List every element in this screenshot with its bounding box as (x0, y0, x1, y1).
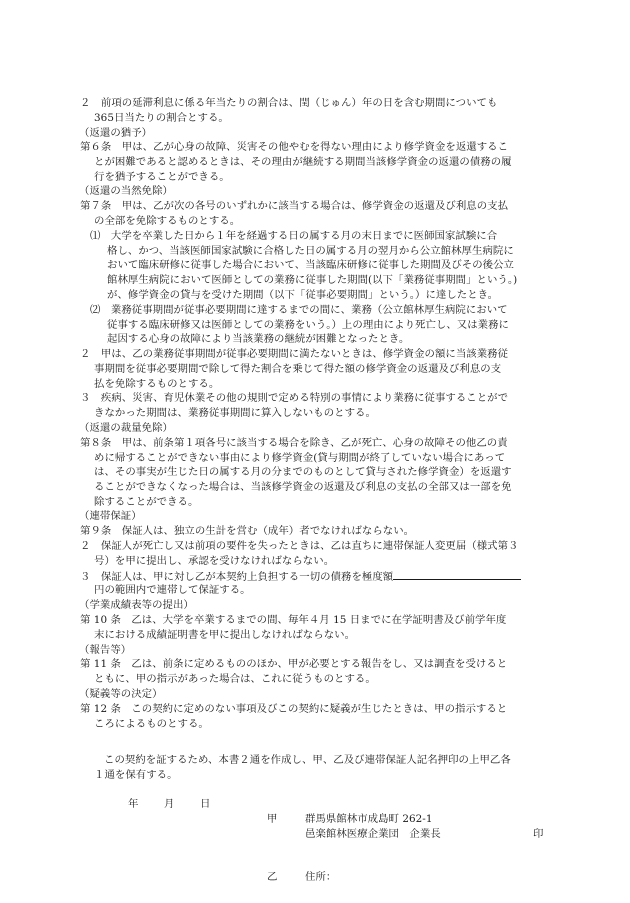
text-line: ２ 前項の延滞利息に係る年当たりの割合は、閏（じゅん）年の日を含む期間についても (80, 97, 498, 109)
section-heading: （返還の猶予） (79, 127, 153, 139)
item-1: ⑴ 大学を卒業した日から１年を経過する日の属する月の末日までに医師国家試験に合 (90, 230, 498, 242)
text-line: 格し、かつ、当該医師国家試験に合格した日の属する月の翌月から公立館林厚生病院に (107, 245, 514, 257)
date-day-label: 日 (200, 798, 211, 810)
text-line: １通を保有する。 (94, 769, 178, 781)
text-line: 事期間を従事必要期間で除して得た割合を乗じて得た額の修学資金の返還及び利息の支 (94, 363, 502, 375)
item-2: ⑵ 業務従事期間が従事必要期間に達するまでの間に、業務（公立館林厚生病院において (90, 304, 508, 316)
maximum-amount-blank (393, 569, 521, 580)
text-line: 館林厚生病院において医師としての業務に従事した期間(以下「業務従事期間」という。) (107, 274, 518, 286)
article-9: 第９条 保証人は、独立の生計を営む（成年）者でなければならない。 (80, 525, 415, 537)
text-line: ころによるものとする。 (94, 718, 209, 730)
text-line: 除することができる。 (94, 496, 199, 508)
text-line: 円の範囲内で連帯して保証する。 (94, 584, 251, 596)
text-line: とが困難であると認めるときは、その理由が継続する期間当該修学資金の返還の債務の履 (94, 156, 512, 168)
text-line: の全部を免除するものとする。 (94, 215, 241, 227)
text-line: 号）を甲に提出し、承認を受けなければならない。 (94, 555, 335, 567)
party-a-mark: 甲 (267, 813, 278, 825)
article-8: 第８条 甲は、前条第１項各号に該当する場合を除き、乙が死亡、心身の故障その他乙の責 (80, 437, 508, 449)
text-line: 365日当たりの割合とする。 (94, 112, 229, 124)
section-heading: （連帯保証） (79, 510, 142, 522)
article-10: 第 10 条 乙は、大学を卒業するまでの間、毎年４月 15 日までに在学証明書及び前学年度 (80, 614, 507, 626)
paragraph-3: ３ 疾病、災害、育児休業その他の規則で定める特別の事情により業務に従事することがで (80, 392, 509, 404)
text-line: 行を猶予することができる。 (94, 171, 230, 183)
text-line: きなかった期間は、業務従事期間に算入しないものとする。 (94, 407, 376, 419)
party-b-address-label: 住所： (305, 871, 337, 883)
section-heading: （学業成績表等の提出） (79, 599, 194, 611)
text-line: 起因する心身の故障により当該業務の継続が困難となったとき。 (107, 333, 410, 345)
paragraph-2: ２ 保証人が死亡し又は前項の要件を失ったときは、乙は直ちに連帯保証人変更届（様式第３ (80, 540, 519, 552)
section-heading: （返還の当然免除） (79, 185, 173, 197)
article-11: 第 11 条 乙は、前条に定めるもののほか、甲が必要とする報告をし、又は調査を受けると (80, 658, 508, 670)
date-month-label: 月 (164, 798, 175, 810)
text-line: めに帰することができない事由により修学資金(貸与期間が終了していない場合にあって (94, 452, 506, 464)
party-a-address: 群馬県館林市成島町 262-1 (305, 813, 433, 825)
section-heading: （報告等） (79, 644, 132, 656)
date-year-label: 年 (128, 798, 139, 810)
text-line: が、修学資金の貸与を受けた期間（以下「従事必要期間」という。）に達したとき。 (107, 289, 499, 301)
paragraph-2: ２ 甲は、乙の業務従事期間が従事必要期間に満たないときは、修学資金の額に当該業務従 (80, 348, 509, 360)
text-line: 末における成績証明書を甲に提出しなければならない。 (94, 629, 356, 641)
section-heading: （返還の裁量免除） (79, 422, 173, 434)
article-7: 第７条 甲は、乙が次の各号のいずれかに該当する場合は、修学資金の返還及び利息の支払 (80, 200, 509, 212)
text-line: 払を免除するものとする。 (94, 378, 220, 390)
text-line: ともに、甲の指示があった場合は、これに従うものとする。 (94, 673, 376, 685)
article-6: 第６条 甲は、乙が心身の故障、災害その他やむを得ない理由により修学資金を返還するこ (80, 141, 509, 153)
article-12: 第 12 条 この契約に定めのない事項及びこの契約に疑義が生じたときは、甲の指示すると (80, 703, 508, 715)
seal-mark: 印 (533, 828, 544, 840)
closing-statement: この契約を証するため、本書２通を作成し、甲、乙及び連帯保証人記名押印の上甲乙各 (104, 754, 511, 766)
party-a-name: 邑楽館林医療企業団 企業長 (305, 828, 441, 840)
guarantee-text: ３ 保証人は、甲に対し乙が本契約上負担する一切の債務を極度額 (80, 571, 394, 583)
section-heading: （疑義等の決定） (79, 688, 163, 700)
text-line: ることができなくなった場合は、当該修学資金の返還及び利息の支払の全部又は一部を免 (94, 481, 512, 493)
text-line: は、その事実が生じた日の属する月の分までのものとして貸与された修学資金）を返還す (94, 466, 512, 478)
text-line: おいて臨床研修に従事した場合において、当該臨床研修に従事した期間及びその後公立 (107, 259, 514, 271)
text-line: 従事する臨床研修又は医師としての業務をいう。）上の理由により死亡し、又は業務に (107, 319, 509, 331)
party-b-mark: 乙 (267, 871, 278, 883)
